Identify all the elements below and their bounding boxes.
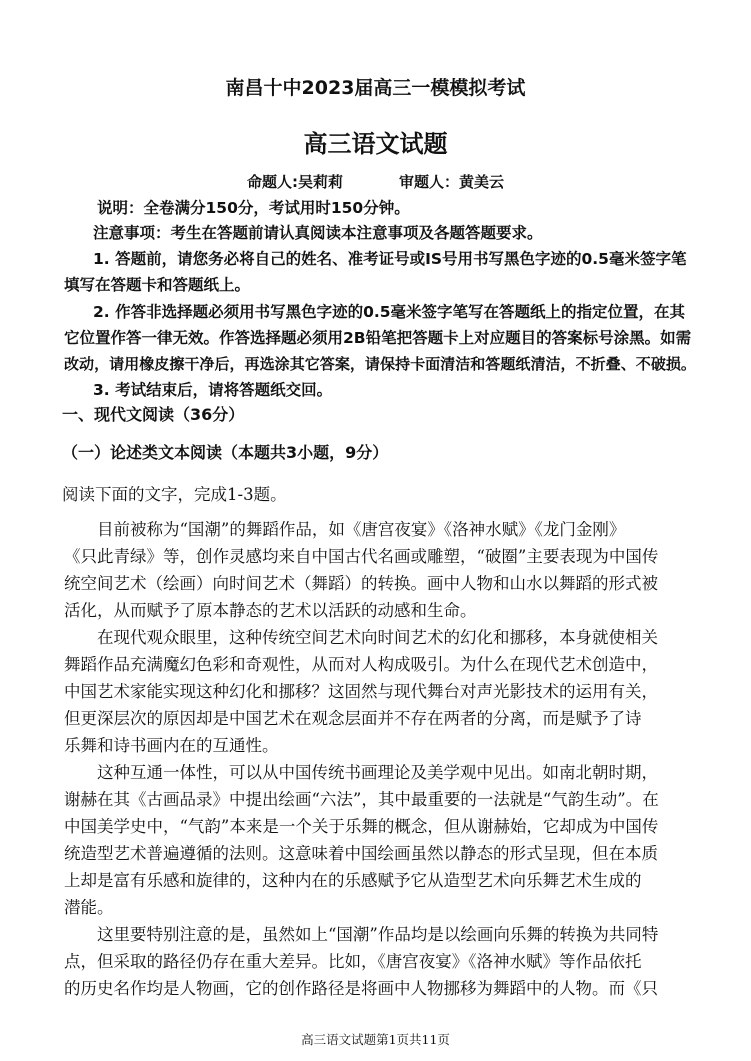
instruction-1-line-2: 填写在答题卡和答题纸上。 xyxy=(64,276,251,294)
school-exam-title: 南昌十中2023届高三一模模拟考试 xyxy=(225,77,526,99)
passage-line: 中国美学史中，“气韵”本来是一个关于乐舞的概念，但从谢赫始，它却成为中国传 xyxy=(64,817,659,836)
passage-line: 目前被称为“国潮”的舞蹈作品，如《唐宫夜宴》《洛神水赋》《龙门金刚》 xyxy=(97,520,626,539)
passage-line: 这种互通一体性，可以从中国传统书画理论及美学观中见出。如南北朝时期， xyxy=(97,763,658,782)
passage-line: 活化，从而赋予了原本静态的艺术以活跃的动感和生命。 xyxy=(64,601,477,620)
passage-line: 的历史名作均是人物画，它的创作路径是将画中人物挪移为舞蹈中的人物。而《只 xyxy=(64,979,658,998)
instruction-2-line-2: 它位置作答一律无效。作答选择题必须用2B铅笔把答题卡上对应题目的答案标号涂黑。如需 xyxy=(64,329,692,347)
passage-line: 在现代观众眼里，这种传统空间艺术向时间艺术的幻化和挪移，本身就使相关 xyxy=(97,628,658,647)
reviewer-name: 审题人：黄美云 xyxy=(398,173,504,191)
attention-heading: 注意事项：考生在答题前请认真阅读本注意事项及各题答题要求。 xyxy=(93,224,543,242)
passage-line: 乐舞和诗书画内在的互通性。 xyxy=(64,736,279,755)
passage-line: 统空间艺术（绘画）向时间艺术（舞蹈）的转换。画中人物和山水以舞蹈的形式被 xyxy=(64,574,658,593)
section-title: 一、现代文阅读（36分） xyxy=(62,405,245,424)
passage-line: 谢赫在其《古画品录》中提出绘画“六法”，其中最重要的一法就是“气韵生动”。在 xyxy=(64,790,659,809)
passage-line: 统造型艺术普遍遵循的法则。这意味着中国绘画虽然以静态的形式呈现，但在本质 xyxy=(64,844,658,863)
passage-line: 舞蹈作品充满魔幻色彩和奇观性，从而对人构成吸引。为什么在现代艺术创造中， xyxy=(64,655,658,674)
instruction-2-line-1: 2. 作答非选择题必须用书写黑色字迹的0.5毫米签字笔写在答题纸上的指定位置，在其 xyxy=(93,303,686,321)
instruction-2-line-3: 改动，请用橡皮擦干净后，再选涂其它答案，请保持卡面清洁和答题纸清洁，不折叠、不破损。 xyxy=(64,355,696,373)
passage-line: 点，但采取的路径仍存在重大差异。比如，《唐宫夜宴》《洛神水赋》等作品依托 xyxy=(64,952,642,971)
passage-line: 中国艺术家能实现这种幻化和挪移？这固然与现代舞台对声光影技术的运用有关， xyxy=(64,682,658,701)
instruction-1-line-1: 1. 答题前，请您务必将自己的姓名、准考证号或IS号用书写黑色字迹的0.5毫米签字笔 xyxy=(93,250,687,268)
passage-line: 上却是富有乐感和旋律的，这种内在的乐感赋予它从造型艺术向乐舞艺术生成的 xyxy=(64,871,642,890)
exam-note: 说明：全卷满分150分，考试用时150分钟。 xyxy=(97,199,410,217)
passage-line: 《只此青绿》等，创作灵感均来自中国古代名画或雕塑，“破圈”主要表现为中国传 xyxy=(64,547,659,566)
reading-prompt: 阅读下面的文字，完成1-3题。 xyxy=(62,485,287,504)
author-line xyxy=(0,172,751,192)
section-subtitle: （一）论述类文本阅读（本题共3小题，9分） xyxy=(62,443,389,462)
subject-title: 高三语文试题 xyxy=(303,130,448,158)
passage-line: 但更深层次的原因却是中国艺术在观念层面并不存在两者的分离，而是赋予了诗 xyxy=(64,709,642,728)
passage-line: 这里要特别注意的是，虽然如上“国潮”作品均是以绘画向乐舞的转换为共同特 xyxy=(97,925,659,944)
passage-line: 潜能。 xyxy=(64,898,114,917)
setter-name: 命题人:吴莉莉 xyxy=(246,173,343,191)
page-footer: 高三语文试题第1页共11页 xyxy=(301,1032,450,1047)
instruction-3: 3. 考试结束后，请将答题纸交回。 xyxy=(93,381,333,399)
